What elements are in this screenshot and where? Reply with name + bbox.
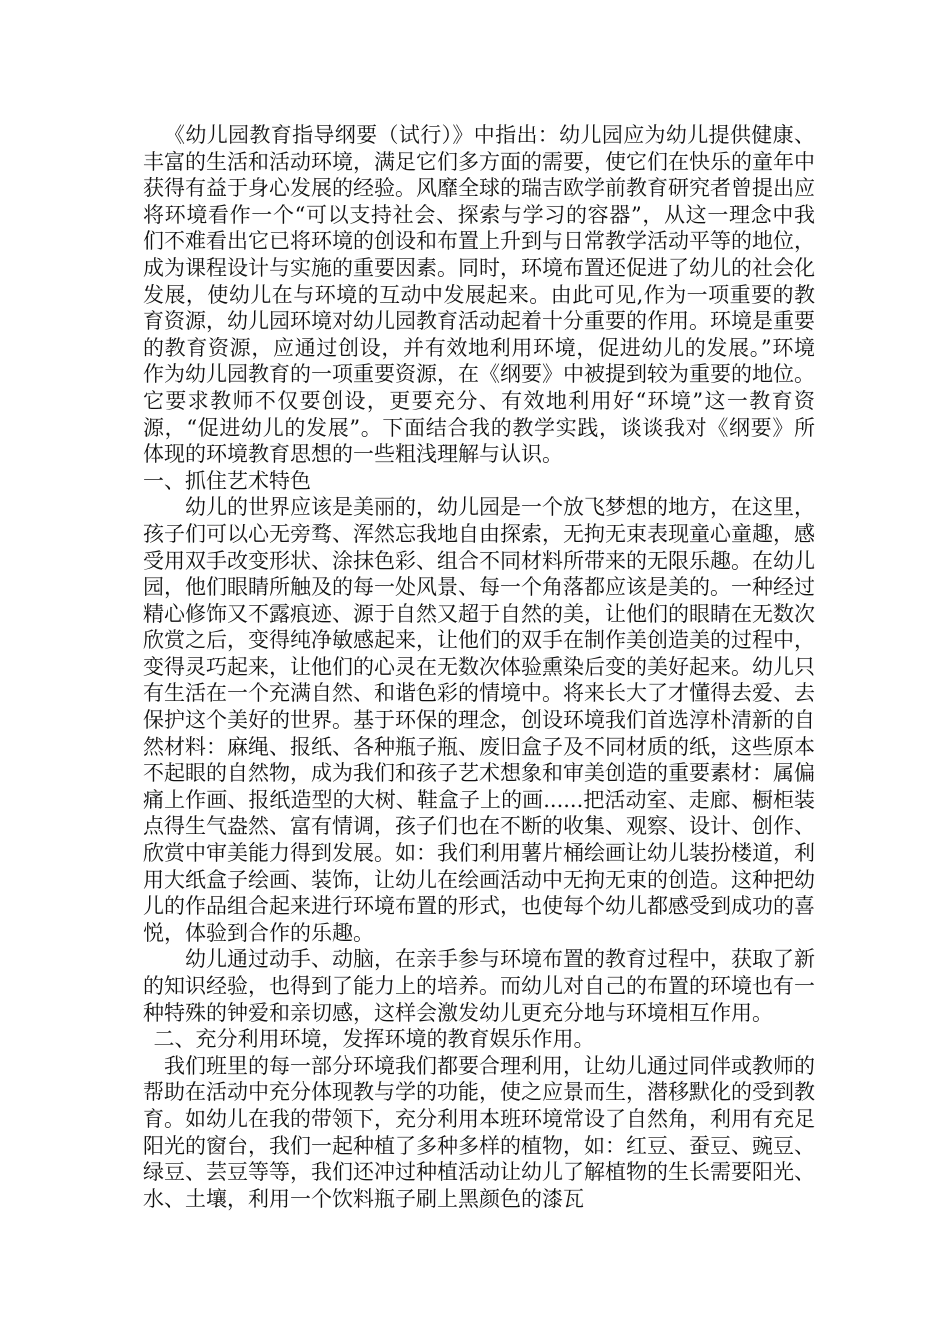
hands-on-paragraph: 幼儿通过动手、动脑，在亲手参与环境布置的教育过程中，获取了新的知识经验，也得到了能力上的培养。而幼儿对自己的布置的环境也有一种特殊的钟爱和亲切感，这样会激发幼儿更充分地与环境相互作用。: [143, 947, 815, 1025]
document-body: [143, 122, 815, 1212]
art-paragraph: 幼儿的世界应该是美丽的，幼儿园是一个放飞梦想的地方，在这里，孩子们可以心无旁骛、浑然忘我地自由探索，无拘无束表现童心童趣，感受用双手改变形状、涂抹色彩、组合不同材料所带来的无限乐趣。在幼儿园，他们眼睛所触及的每一处风景、每一个角落都应该是美的。一种经过精心修饰又不露痕迹、源于自然又超于自然的美，让他们的眼睛在无数次欣赏之后，变得纯净敏感起来，让他们的双手在制作美创造美的过程中，变得灵巧起来，让他们的心灵在无数次体验熏染后变的美好起来。幼儿只有生活在一个充满自然、和谐色彩的情境中。将来长大了才懂得去爱、去保护这个美好的世界。基于环保的理念，创设环境我们首选淳朴清新的自然材料：麻绳、报纸、各种瓶子瓶、废旧盒子及不同材质的纸，这些原本不起眼的自然物，成为我们和孩子艺术想象和审美创造的重要素材：属偏痛上作画、报纸造型的大树、鞋盒子上的画......把活动室、走廊、橱柜装点得生气盎然、富有情调，孩子们也在不断的收集、观察、设计、创作、欣赏中审美能力得到发展。如：我们利用薯片桶绘画让幼儿装扮楼道，利用大纸盒子绘画、装饰，让幼儿在绘画活动中无拘无束的创造。这种把幼儿的作品组合起来进行环境布置的形式，也使每个幼儿都感受到成功的喜悦，体验到合作的乐趣。: [143, 495, 815, 945]
intro-paragraph: 《幼儿园教育指导纲要（试行）》中指出：幼儿园应为幼儿提供健康、丰富的生活和活动环境，满足它们多方面的需要，使它们在快乐的童年中获得有益于身心发展的经验。风靡全球的瑞吉欧学前教育研究者曾提出应将环境看作一个“可以支持社会、探索与学习的容器”，从这一理念中我们不难看出它已将环境的创设和布置上升到与日常教学活动平等的地位，成为课程设计与实施的重要因素。同时，环境布置还促进了幼儿的社会化发展，使幼儿在与环境的互动中发展起来。由此可见,作为一项重要的教育资源，幼儿园环境对幼儿园教育活动起着十分重要的作用。环境是重要的教育资源，应通过创设，并有效地利用环境，促进幼儿的发展。”环境作为幼儿园教育的一项重要资源，在《纲要》中被提到较为重要的地位。它要求教师不仅要创设，更要充分、有效地利用好“环境”这一教育资源，“促进幼儿的发展”。下面结合我的教学实践，谈谈我对《纲要》所体现的环境教育思想的一些粗浅理解与认识。: [143, 123, 815, 467]
section-heading-environment: 二、充分利用环境，发挥环境的教育娱乐作用。: [153, 1027, 595, 1052]
environment-paragraph: 我们班里的每一部分环境我们都要合理利用，让幼儿通过同伴或教师的帮助在活动中充分体现教与学的功能，使之应景而生，潜移默化的受到教育。如幼儿在我的带领下，充分利用本班环境常设了自然角，利用有充足阳光的窗台，我们一起种植了多种多样的植物，如：红豆、蚕豆、豌豆、绿豆、芸豆等等，我们还冲过种植活动让幼儿了解植物的生长需要阳光、水、土壤，利用一个饮料瓶子刷上黑颜色的漆瓦: [143, 1053, 815, 1211]
section-heading-art: 一、抓住艺术特色: [143, 468, 311, 493]
